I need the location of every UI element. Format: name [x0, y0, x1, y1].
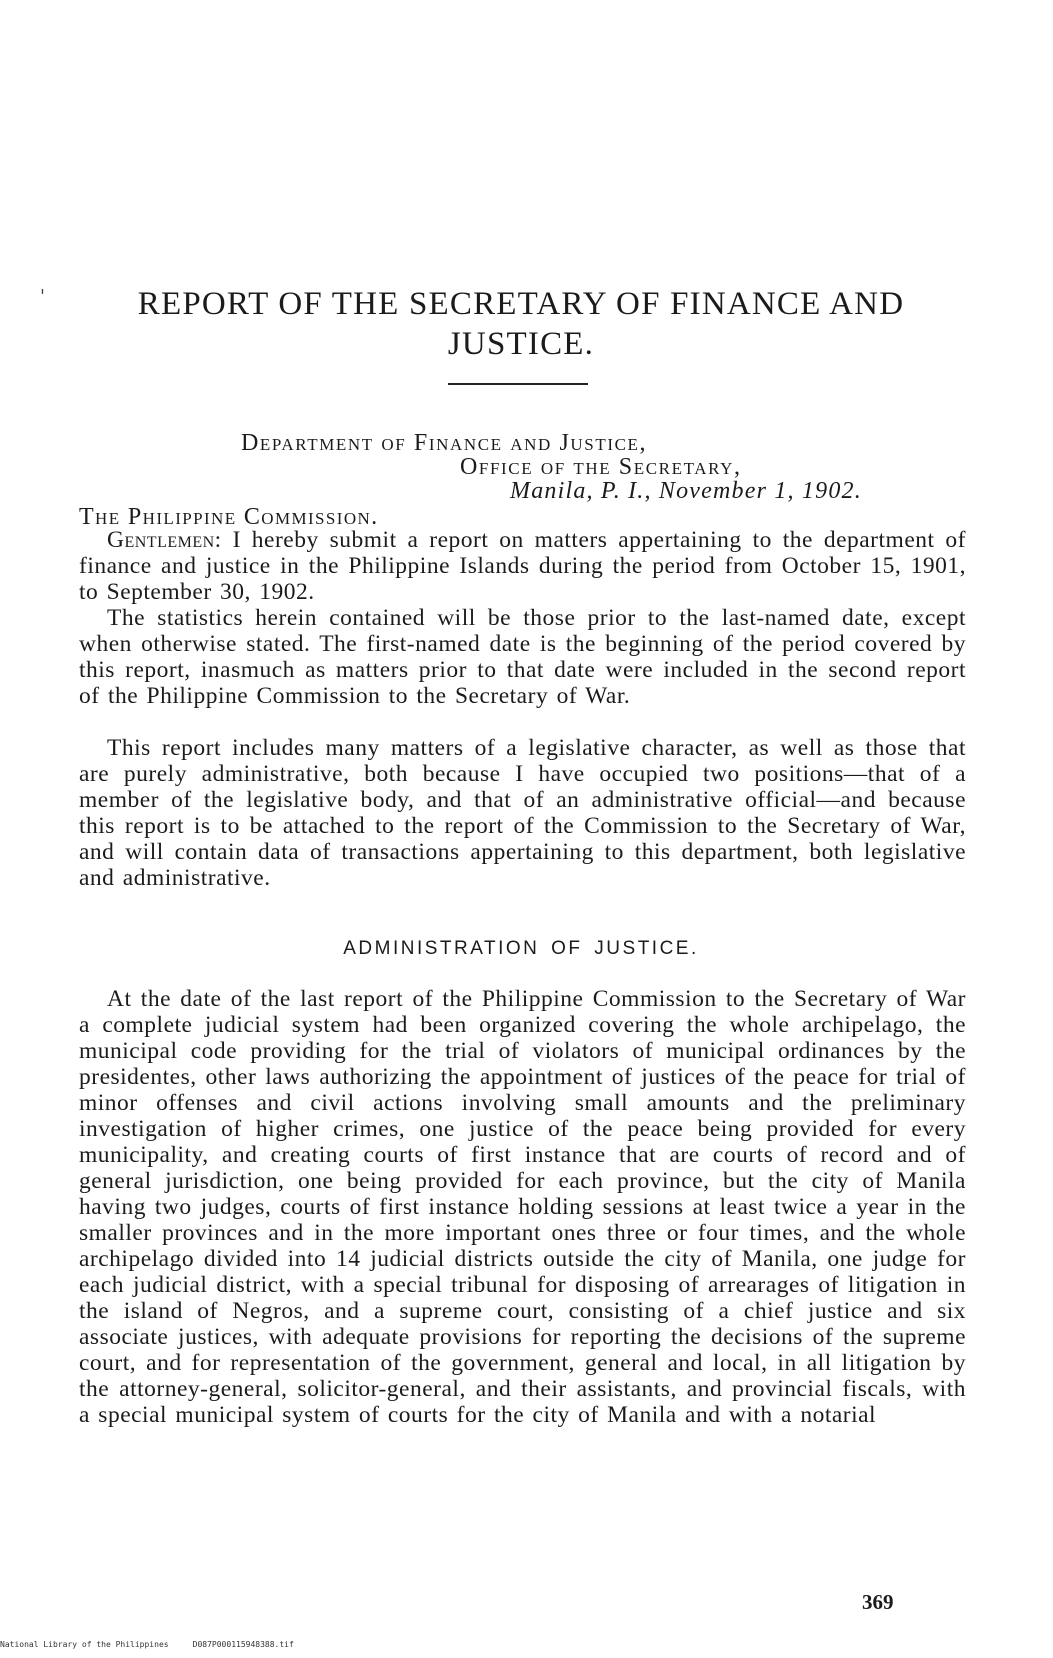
addressee-line: The Philippine Commission.: [79, 504, 379, 530]
section-heading: ADMINISTRATION OF JUSTICE.: [343, 938, 699, 959]
report-title: REPORT OF THE SECRETARY OF FINANCE AND JUSTICE.: [137, 286, 905, 363]
paragraph-2: The statistics herein contained will be those prior to the last-named date, except when otherwise stated. The first-named date is the beginning of the period covered by this report, inasmuch as matters prior to that date were included in the second report of the Philippine Commission to the Secretary of War.: [79, 605, 966, 709]
office-line: Office of the Secretary,: [460, 454, 742, 480]
paragraph-3: This report includes many matters of a legislative character, as well as those that are purely administrative, both because I have occupied two positions—that of a member of the legislative body, and that of an administrative official—and because this report is to be attached to the report of the Commission to the Secretary of War, and will contain data of transactions appertaining to this department, both legislative and administrative.: [79, 735, 966, 891]
page-number: 369: [862, 1590, 894, 1614]
paragraph-salutation: [79, 527, 966, 605]
stray-mark: ': [40, 286, 45, 307]
department-line: Department of Finance and Justice,: [241, 430, 648, 456]
paragraph-4: At the date of the last report of the Philippine Commission to the Secretary of War a complete judicial system had been organized covering the whole archipelago, the municipal code providing for the trial of violators of municipal ordinances by the presidentes, other laws authorizing the appointment of justices of the peace for trial of minor offenses and civil actions involving small amounts and the preliminary investigation of higher crimes, one justice of the peace being provided for every municipality, and creating courts of first instance that are courts of record and of general jurisdiction, one being provided for each province, but the city of Manila having two judges, courts of first instance holding sessions at least twice a year in the smaller provinces and in the more important ones three or four times, and the whole archipelago divided into 14 judicial districts outside the city of Manila, one judge for each judicial district, with a special tribunal for disposing of arrearages of litigation in the island of Negros, and a supreme court, consisting of a chief justice and six associate justices, with adequate provisions for reporting the decisions of the supreme court, and for representation of the government, general and local, in all litigation by the attorney-general, solicitor-general, and their assistants, and provincial fiscals, with a special municipal system of courts for the city of Manila and with a notarial: [79, 986, 966, 1428]
salutation: Gentlemen:: [107, 527, 222, 553]
paragraph-1-text: I hereby submit a report on matters appertaining to the department of finance and justice in the Philippine Islands during the period from October 15, 1901, to September 30, 1902.: [79, 527, 966, 605]
title-rule: [448, 383, 588, 385]
scan-footer: National Library of the Philippines D087P000115948388.tif: [0, 1640, 294, 1649]
place-date-line: Manila, P. I., November 1, 1902.: [510, 478, 862, 504]
